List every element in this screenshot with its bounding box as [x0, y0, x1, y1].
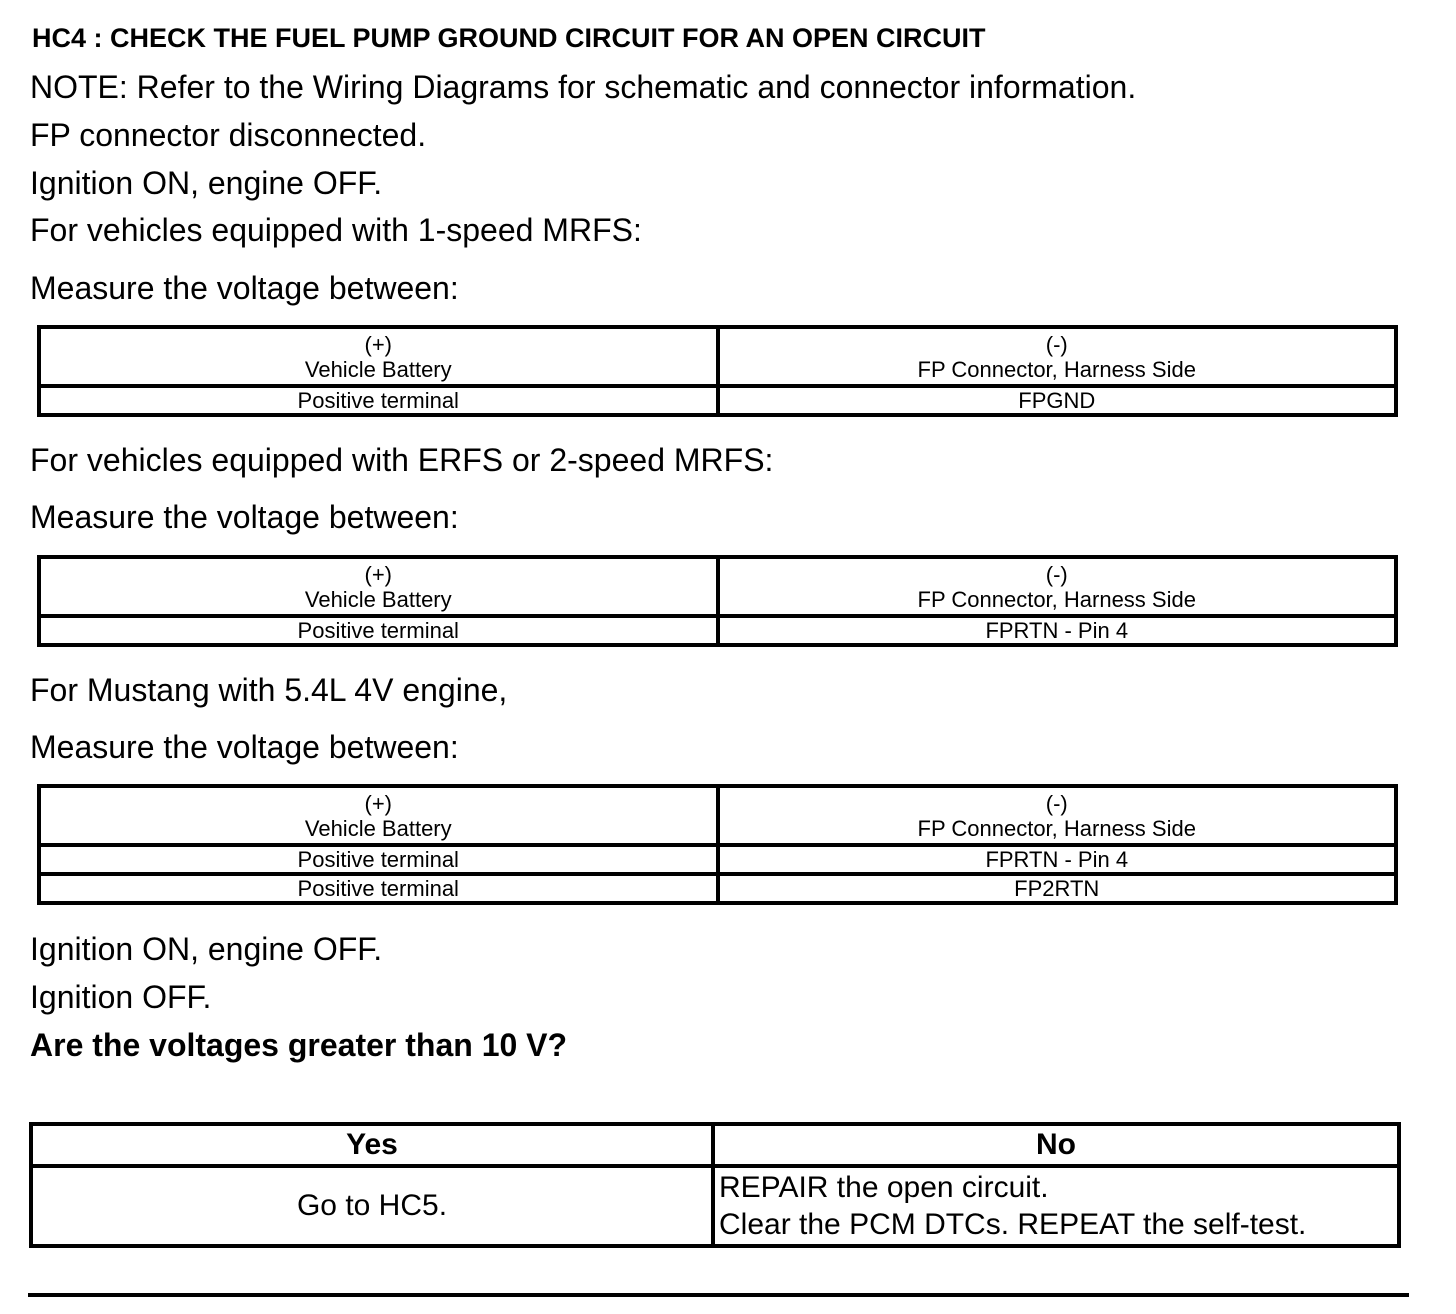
condition-ignition-on: Ignition ON, engine OFF.	[30, 165, 383, 201]
section-erfs-2speed: For vehicles equipped with ERFS or 2-speed MRFS:	[30, 442, 774, 478]
condition-ignition-on: Ignition ON, engine OFF.	[30, 931, 383, 967]
positive-symbol: (+)	[364, 561, 392, 587]
negative-symbol: (-)	[1045, 331, 1068, 357]
table-row	[39, 616, 1396, 645]
measure-instruction: Measure the voltage between:	[30, 499, 459, 535]
table-header-negative	[718, 557, 1397, 616]
no-action	[713, 1166, 1399, 1246]
negative-label: FP Connector, Harness Side	[917, 586, 1196, 612]
negative-label: FP Connector, Harness Side	[917, 815, 1196, 841]
table-row	[39, 874, 1396, 903]
bottom-divider	[28, 1293, 1409, 1297]
negative-cell: FPRTN - Pin 4	[718, 845, 1397, 874]
positive-label: Vehicle Battery	[304, 586, 452, 612]
section-mustang: For Mustang with 5.4L 4V engine,	[30, 672, 508, 708]
table-header-positive	[39, 327, 718, 386]
table-row	[39, 845, 1396, 874]
measure-instruction: Measure the voltage between:	[30, 270, 459, 306]
negative-cell: FPRTN - Pin 4	[718, 616, 1397, 645]
condition-ignition-off: Ignition OFF.	[30, 979, 212, 1015]
positive-cell: Positive terminal	[39, 874, 718, 903]
positive-label: Vehicle Battery	[304, 356, 452, 382]
table-header-negative	[718, 786, 1397, 845]
table-header-positive	[39, 557, 718, 616]
table-row	[39, 386, 1396, 415]
no-action-line: Clear the PCM DTCs. REPEAT the self-test.	[719, 1208, 1307, 1241]
voltage-table-mustang	[37, 784, 1398, 905]
measure-instruction: Measure the voltage between:	[30, 729, 459, 765]
table-header-positive	[39, 786, 718, 845]
no-action-line: REPAIR the open circuit.	[719, 1171, 1049, 1204]
section-1speed-mrfs: For vehicles equipped with 1-speed MRFS:	[30, 212, 642, 248]
condition-fp-disconnected: FP connector disconnected.	[30, 117, 427, 153]
negative-symbol: (-)	[1045, 790, 1068, 816]
no-header: No	[713, 1124, 1399, 1166]
decision-table	[29, 1122, 1401, 1248]
positive-cell: Positive terminal	[39, 386, 718, 415]
positive-symbol: (+)	[364, 331, 392, 357]
voltage-table-1speed	[37, 325, 1398, 417]
positive-cell: Positive terminal	[39, 845, 718, 874]
page-title: HC4 : CHECK THE FUEL PUMP GROUND CIRCUIT FOR AN OPEN CIRCUIT	[32, 23, 986, 53]
yes-header: Yes	[31, 1124, 713, 1166]
positive-label: Vehicle Battery	[304, 815, 452, 841]
negative-symbol: (-)	[1045, 561, 1068, 587]
positive-symbol: (+)	[364, 790, 392, 816]
negative-label: FP Connector, Harness Side	[917, 356, 1196, 382]
table-header-negative	[718, 327, 1397, 386]
negative-cell: FPGND	[718, 386, 1397, 415]
decision-question: Are the voltages greater than 10 V?	[30, 1027, 568, 1063]
note-text: NOTE: Refer to the Wiring Diagrams for schematic and connector information.	[30, 69, 1137, 105]
voltage-table-erfs	[37, 555, 1398, 647]
negative-cell: FP2RTN	[718, 874, 1397, 903]
positive-cell: Positive terminal	[39, 616, 718, 645]
yes-action: Go to HC5.	[31, 1166, 713, 1246]
